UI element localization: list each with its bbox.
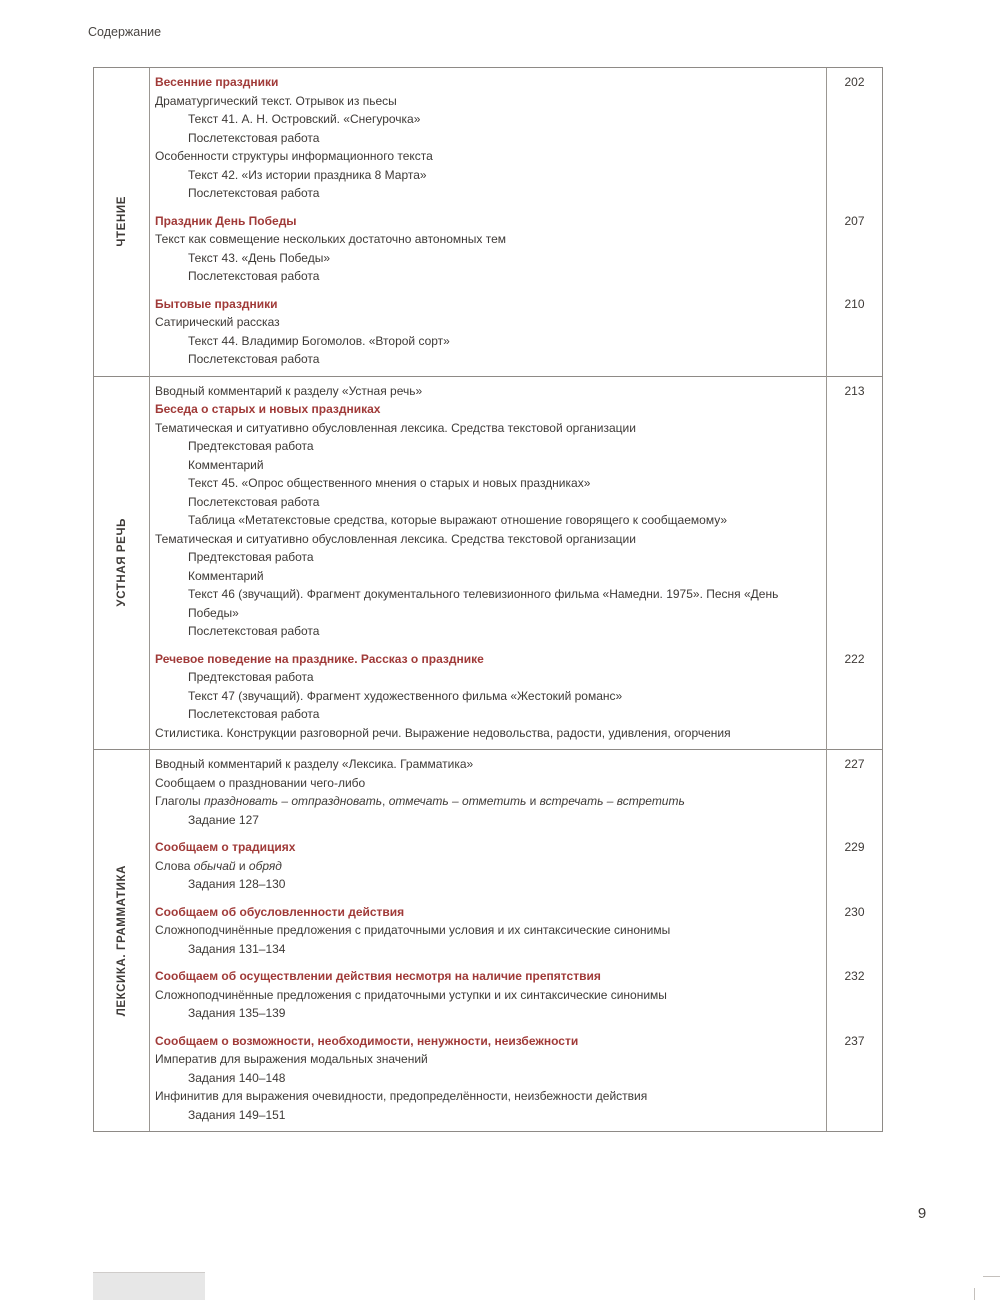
column-divider-right: [826, 68, 827, 1131]
toc-block: [149, 903, 882, 959]
toc-entry: Сообщаем о праздновании чего-либо: [155, 775, 366, 790]
toc-block: [149, 295, 882, 369]
toc-entry-part: и: [526, 794, 540, 808]
toc-page-number: 213: [844, 383, 865, 398]
toc-page-number: 207: [844, 213, 865, 228]
toc-entry: Задания 128–130: [188, 877, 286, 891]
toc-entry-part: встречать – встретить: [539, 794, 685, 808]
toc-block-lines: [149, 295, 827, 369]
toc-entry: Послетекстовая работа: [188, 624, 320, 638]
toc-entry-part: и: [235, 858, 249, 873]
toc-block-lines: [149, 650, 827, 743]
section-label-cell: [94, 68, 149, 376]
toc-entry: Тематическая и ситуативно обусловленная лексика. Средства текстовой организации: [155, 420, 636, 435]
page-number-footer: 9: [917, 1205, 927, 1222]
section-content: [149, 750, 882, 1131]
toc-table: [93, 67, 883, 1132]
toc-entry: Задание 127: [188, 812, 259, 827]
toc-entry: Сложноподчинённые предложения с придаточными уступки и их синтаксические синонимы: [155, 987, 667, 1002]
toc-entry: Тематическая и ситуативно обусловленная лексика. Средства текстовой организации: [155, 531, 636, 546]
toc-entry: Послетекстовая работа: [188, 186, 320, 200]
toc-entry: Императив для выражения модальных значений: [155, 1052, 428, 1066]
toc-entry-title: Бытовые праздники: [155, 296, 278, 311]
toc-block-lines: [149, 755, 827, 829]
toc-entry: Послетекстовая работа: [188, 130, 320, 145]
toc-entry: Комментарий: [188, 568, 264, 583]
toc-entry: Стилистика. Конструкции разговорной речи. Выражение недовольства, радости, удивления, огорчения: [155, 725, 731, 740]
toc-entry-part: ,: [382, 794, 389, 808]
toc-block-lines: [149, 212, 827, 286]
toc-entry: Текст как совмещение нескольких достаточно автономных тем: [155, 232, 507, 246]
toc-entry-title: Сообщаем об обусловленности действия: [155, 904, 405, 919]
section-label: УСТНАЯ РЕЧЬ: [115, 518, 128, 608]
toc-block-lines: [149, 967, 827, 1023]
toc-block: [149, 212, 882, 286]
toc-section: [94, 68, 882, 376]
section-label: ЧТЕНИЕ: [115, 196, 128, 248]
toc-entry: Задания 135–139: [188, 1006, 286, 1020]
toc-entry: Сатирический рассказ: [155, 315, 280, 329]
toc-entry: Сложноподчинённые предложения с придаточными условия и их синтаксические синонимы: [155, 923, 671, 937]
contents-title: Содержание: [88, 25, 162, 39]
toc-section: [94, 376, 882, 750]
toc-block-lines: [149, 73, 827, 203]
toc-block: [149, 73, 882, 203]
toc-entry: Текст 43. «День Победы»: [188, 250, 330, 265]
toc-entry: Комментарий: [188, 457, 264, 472]
toc-section: [94, 749, 882, 1131]
toc-page-number: 210: [844, 296, 865, 311]
toc-entry: Текст 47 (звучащий). Фрагмент художественного фильма «Жестокий романс»: [188, 688, 623, 703]
toc-entry-part: Глаголы: [155, 794, 204, 808]
toc-page-number: 237: [844, 1033, 865, 1048]
section-label-cell: [94, 750, 149, 1131]
next-page-table-edge: [93, 1272, 205, 1300]
toc-page-number: 222: [844, 651, 865, 666]
toc-block: [149, 382, 882, 641]
toc-page-number: 232: [844, 969, 865, 983]
toc-entry-part: отмечать – отметить: [388, 794, 527, 808]
toc-entry: Послетекстовая работа: [188, 707, 320, 721]
toc-block: [149, 650, 882, 743]
toc-page-number: 230: [844, 904, 865, 919]
toc-entry: Вводный комментарий к разделу «Лексика. Грамматика»: [155, 757, 474, 771]
toc-entry-title: Речевое поведение на празднике. Рассказ о празднике: [155, 651, 484, 666]
toc-entry: Задания 131–134: [188, 941, 286, 956]
toc-block: [149, 755, 882, 829]
toc-entry: Задания 149–151: [188, 1107, 286, 1122]
toc-block-lines: [149, 903, 827, 959]
toc-entry: Текст 41. А. Н. Островский. «Снегурочка»: [188, 112, 421, 126]
toc-block-lines: [149, 382, 827, 641]
toc-entry: Драматургический текст. Отрывок из пьесы: [155, 93, 397, 108]
toc-entry: Послетекстовая работа: [188, 269, 320, 283]
toc-block: [149, 1032, 882, 1125]
toc-entry: Предтекстовая работа: [188, 550, 314, 564]
toc-entry-title: Праздник День Победы: [155, 213, 297, 228]
toc-entry: [155, 792, 813, 811]
toc-entry: [155, 857, 813, 876]
toc-entry-part: праздновать – отпраздновать: [203, 794, 383, 808]
toc-entry: Послетекстовая работа: [188, 494, 320, 509]
toc-block: [149, 838, 882, 894]
toc-block-lines: [149, 1032, 827, 1125]
toc-page-number: 202: [844, 75, 865, 89]
crop-mark-vertical: [974, 1288, 975, 1300]
toc-entry-part: обряд: [248, 858, 282, 873]
toc-entry: Предтекстовая работа: [188, 439, 314, 453]
section-content: [149, 377, 882, 750]
toc-entry-title: Сообщаем о возможности, необходимости, ненужности, неизбежности: [155, 1033, 579, 1048]
toc-entry: Особенности структуры информационного текста: [155, 149, 433, 163]
toc-entry: Текст 46 (звучащий). Фрагмент документального телевизионного фильма «Намедни. 1975». Песня «День Победы»: [188, 587, 779, 620]
toc-entry-part: Слова: [155, 858, 194, 873]
toc-entry: Текст 45. «Опрос общественного мнения о старых и новых праздниках»: [188, 476, 591, 490]
toc-entry: Вводный комментарий к разделу «Устная речь»: [155, 383, 423, 398]
section-label: ЛЕКСИКА. ГРАММАТИКА: [115, 864, 128, 1017]
toc-page-number: 229: [844, 840, 865, 854]
toc-entry: Текст 42. «Из истории праздника 8 Марта»: [188, 167, 427, 182]
toc-entry: Текст 44. Владимир Богомолов. «Второй сорт»: [188, 333, 450, 348]
toc-entry: Таблица «Метатекстовые средства, которые выражают отношение говорящего к сообщаемому»: [188, 513, 728, 527]
section-label-cell: [94, 377, 149, 750]
toc-entry-title: Сообщаем об осуществлении действия несмотря на наличие препятствия: [155, 969, 601, 983]
toc-block-lines: [149, 838, 827, 894]
toc-entry: Инфинитив для выражения очевидности, предопределённости, неизбежности действия: [155, 1089, 648, 1103]
crop-mark-horizontal: [983, 1276, 1000, 1277]
toc-entry: Предтекстовая работа: [188, 670, 314, 684]
toc-entry-title: Беседа о старых и новых праздниках: [155, 402, 381, 416]
toc-entry-title: Весенние праздники: [155, 75, 279, 89]
toc-entry: Задания 140–148: [188, 1070, 286, 1085]
toc-entry: Послетекстовая работа: [188, 352, 320, 366]
toc-block: [149, 967, 882, 1023]
column-divider-left: [149, 68, 150, 1131]
toc-entry-part: обычай: [193, 858, 236, 873]
section-content: [149, 68, 882, 376]
toc-page-number: 227: [844, 757, 865, 771]
toc-entry-title: Сообщаем о традициях: [155, 840, 296, 854]
